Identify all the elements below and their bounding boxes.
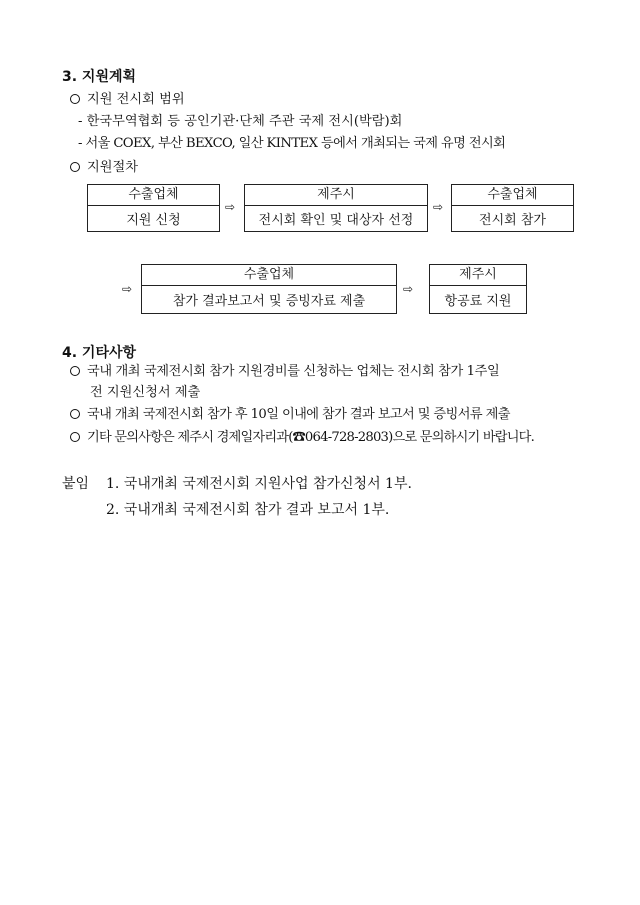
hollow-circle-bullet-icon bbox=[70, 94, 80, 104]
scope-item: - 서울 COEX, 부산 BEXCO, 일산 KINTEX 등에서 개최되는 국제 유명 전시회 bbox=[78, 136, 506, 151]
flow-step-airfare bbox=[429, 264, 527, 314]
attachment-item: 2. 국내개최 국제전시회 참가 결과 보고서 1부. bbox=[106, 502, 390, 518]
note-item: 국내 개최 국제전시회 참가 지원경비를 신청하는 업체는 전시회 참가 1주일 bbox=[70, 362, 499, 382]
note-item: 기타 문의사항은 제주시 경제일자리과(☎064-728-2803)으로 문의하시기 바랍니다. bbox=[70, 428, 534, 448]
flow-step-actor: 제주시 bbox=[430, 265, 526, 286]
flow-step-action: 참가 결과보고서 및 증빙자료 제출 bbox=[172, 293, 366, 309]
note-item-continuation: 전 지원신청서 제출 bbox=[90, 385, 201, 400]
scope-item: - 한국무역협회 등 공인기관·단체 주관 국제 전시(박람)회 bbox=[78, 114, 403, 129]
procedure-title: 지원절차 bbox=[87, 160, 138, 175]
hollow-circle-bullet-icon bbox=[70, 366, 80, 376]
hollow-circle-bullet-icon bbox=[70, 432, 80, 442]
flow-step-action: 항공료 지원 bbox=[444, 293, 512, 309]
right-arrow-icon: ⇨ bbox=[433, 200, 444, 214]
section-4-heading: 4. 기타사항 bbox=[62, 345, 137, 361]
scope-title: 지원 전시회 범위 bbox=[87, 92, 185, 107]
flow-step-select bbox=[244, 184, 428, 232]
scope-title-row bbox=[70, 90, 185, 110]
hollow-circle-bullet-icon bbox=[70, 162, 80, 172]
right-arrow-icon: ⇨ bbox=[122, 282, 133, 296]
attachment-item: 1. 국내개최 국제전시회 지원사업 참가신청서 1부. bbox=[106, 476, 412, 492]
note-item: 국내 개최 국제전시회 참가 후 10일 이내에 참가 결과 보고서 및 증빙서류 제출 bbox=[70, 405, 510, 425]
flow-step-actor: 수출업체 bbox=[142, 265, 396, 286]
flow-step-participate bbox=[451, 184, 574, 232]
flow-step-actor: 제주시 bbox=[245, 185, 427, 206]
flow-step-actor: 수출업체 bbox=[452, 185, 573, 206]
procedure-title-row bbox=[70, 158, 138, 178]
hollow-circle-bullet-icon bbox=[70, 409, 80, 419]
flow-step-action: 지원 신청 bbox=[126, 212, 181, 228]
right-arrow-icon: ⇨ bbox=[403, 282, 414, 296]
flow-step-action: 전시회 확인 및 대상자 선정 bbox=[258, 212, 414, 228]
flow-step-report bbox=[141, 264, 397, 314]
attachments-label: 붙임 bbox=[62, 476, 90, 492]
right-arrow-icon: ⇨ bbox=[225, 200, 236, 214]
flow-step-actor: 수출업체 bbox=[88, 185, 219, 206]
flow-step-apply bbox=[87, 184, 220, 232]
flow-step-action: 전시회 참가 bbox=[479, 212, 546, 228]
section-3-heading: 3. 지원계획 bbox=[62, 69, 137, 85]
